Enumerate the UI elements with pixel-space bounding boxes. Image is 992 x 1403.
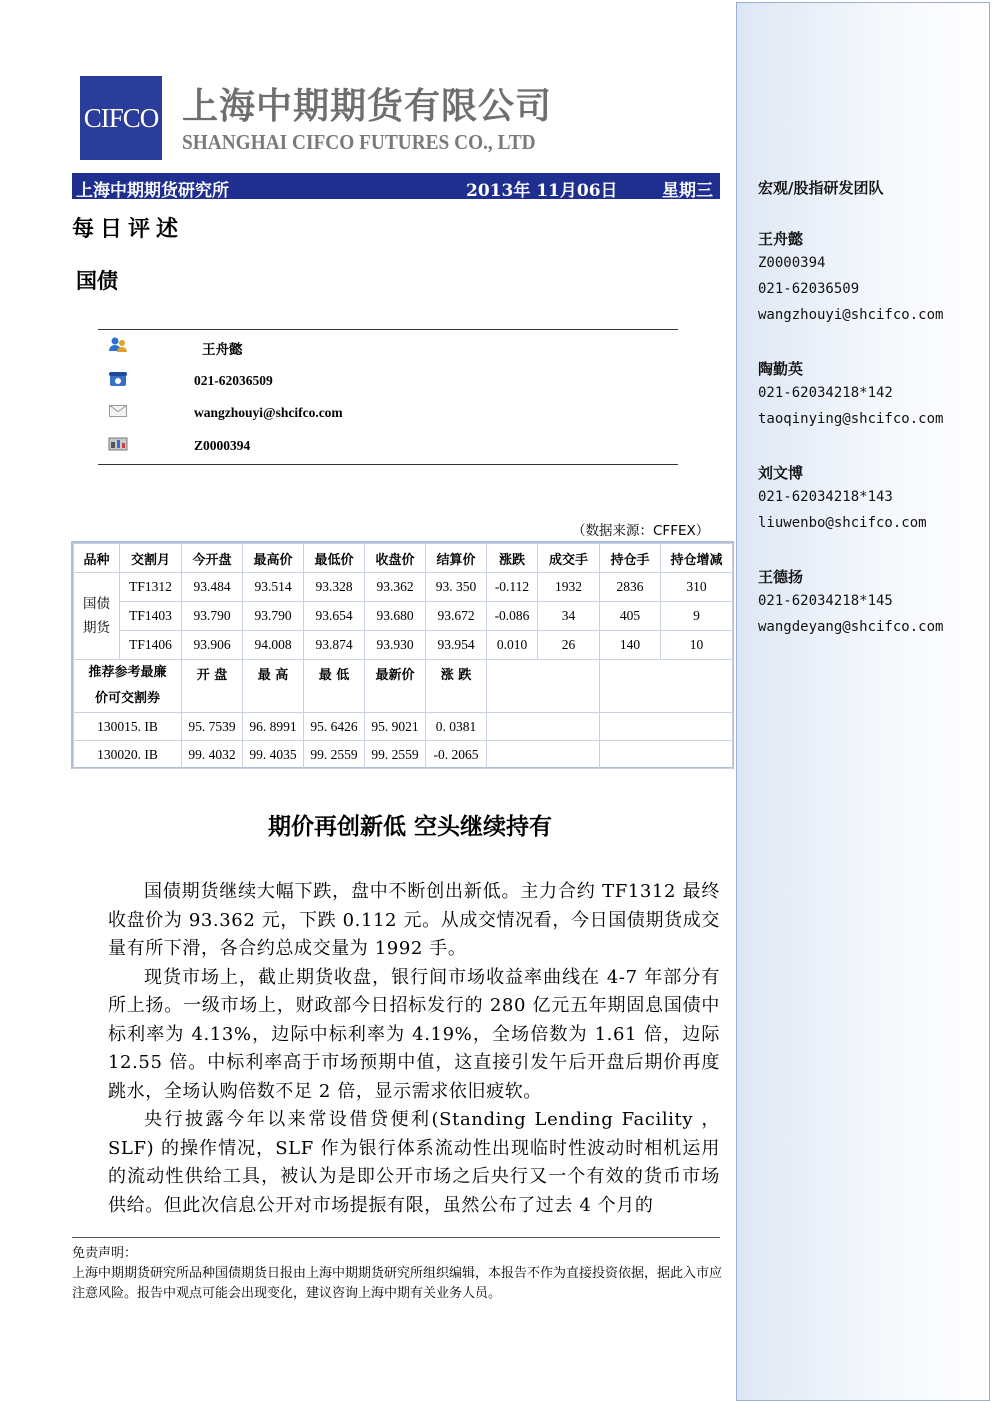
- id-card-icon: [108, 435, 128, 451]
- header-cell: 收盘价: [365, 544, 426, 573]
- sidebar-panel: [736, 2, 990, 1401]
- table-cell: TF1312: [120, 573, 182, 602]
- disclaimer-text: 上海中期期货研究所品种国债期货日报由上海中期期货研究所组织编辑，本报告不作为直接投资依据，据此入市应注意风险。报告中观点可能会出现变化，建议咨询上海中期有关业务人员。: [72, 1266, 723, 1301]
- table-cell: 95. 9021: [365, 713, 426, 741]
- footer-divider: [72, 1237, 720, 1238]
- header-cell: 最 高: [243, 660, 304, 713]
- member-email[interactable]: taoqinying@shcifco.com: [758, 411, 944, 427]
- header-cell: 持仓手: [600, 544, 661, 573]
- table-cell: 99. 4035: [243, 741, 304, 769]
- envelope-icon: [108, 403, 128, 419]
- product-group-cell: [74, 573, 120, 660]
- table-cell: 1932: [538, 573, 600, 602]
- market-data-table: [71, 541, 734, 769]
- member-name: 王舟懿: [758, 230, 804, 248]
- table-row: [74, 741, 733, 769]
- table-cell: 96. 8991: [243, 713, 304, 741]
- company-name-en: SHANGHAI CIFCO FUTURES CO., LTD: [182, 130, 536, 154]
- table-cell: TF1406: [120, 631, 182, 660]
- header-cell: 成交手: [538, 544, 600, 573]
- table-cell: 93.362: [365, 573, 426, 602]
- empty-cell: [487, 713, 600, 741]
- table-cell: 405: [600, 602, 661, 631]
- bond-header-line: 推荐参考最廉: [88, 665, 167, 680]
- report-date: 2013年 11月06日: [466, 181, 618, 201]
- table-cell: 93.654: [304, 602, 365, 631]
- analyst-contact-box: [98, 329, 678, 465]
- table-cell: 26: [538, 631, 600, 660]
- disclaimer: [72, 1244, 722, 1304]
- empty-cell: [487, 741, 600, 769]
- disclaimer-label: 免责声明：: [72, 1246, 138, 1261]
- table-cell: 99. 2559: [304, 741, 365, 769]
- table-cell: 2836: [600, 573, 661, 602]
- table-cell: 93.874: [304, 631, 365, 660]
- table-row: [74, 631, 733, 660]
- contact-phone: 021-62036509: [194, 373, 273, 388]
- header-cell: 最低价: [304, 544, 365, 573]
- team-name: 宏观/股指研发团队: [758, 179, 884, 197]
- member-phone: 021-62034218*145: [758, 593, 893, 609]
- empty-cell: [487, 660, 600, 713]
- table-cell: 93.680: [365, 602, 426, 631]
- member-email[interactable]: wangdeyang@shcifco.com: [758, 619, 944, 635]
- empty-cell: [600, 713, 733, 741]
- header-cell: 持仓增减: [661, 544, 733, 573]
- article-headline: 期价再创新低 空头继续持有: [267, 813, 552, 840]
- empty-cell: [600, 660, 733, 713]
- table-row: [74, 573, 733, 602]
- table-cell: -0. 2065: [426, 741, 487, 769]
- table-cell: 10: [661, 631, 733, 660]
- table-cell: 99. 2559: [365, 741, 426, 769]
- table-cell: 0.010: [487, 631, 538, 660]
- group-label: 期货: [83, 620, 110, 636]
- table-cell: 95. 6426: [304, 713, 365, 741]
- institute-name: 上海中期期货研究所: [76, 181, 229, 201]
- header-cell: 开 盘: [182, 660, 243, 713]
- header-cell: 结算价: [426, 544, 487, 573]
- table-cell: 93.328: [304, 573, 365, 602]
- table-cell: 130015. IB: [74, 713, 182, 741]
- report-weekday: 星期三: [662, 181, 713, 201]
- table-cell: 93.954: [426, 631, 487, 660]
- table-cell: -0.086: [487, 602, 538, 631]
- header-cell: 最高价: [243, 544, 304, 573]
- header-cell: 涨 跌: [426, 660, 487, 713]
- table-cell: 99. 4032: [182, 741, 243, 769]
- company-logo: CIFCO: [80, 76, 162, 160]
- table-cell: 95. 7539: [182, 713, 243, 741]
- bond-header-label: [74, 660, 182, 713]
- paragraph: 现货市场上，截止期货收盘，银行间市场收益率曲线在 4-7 年部分有所上扬。一级市场上，财政部今日招标发行的 280 亿元五年期固息国债中标利率为 4.13%，边际中标利率为 4.19%，全场倍数为 1.61 倍，边际 12.55 倍。中标利率高于市场预期中值，这直接引发午后开盘后期价再度跳水，全场认购倍数不足 2 倍，显示需求依旧疲软。: [108, 966, 720, 1102]
- table-cell: 9: [661, 602, 733, 631]
- member-email[interactable]: liuwenbo@shcifco.com: [758, 515, 927, 531]
- member-name: 刘文博: [758, 464, 804, 482]
- contact-name: 王舟懿: [202, 342, 243, 357]
- header-cell: 涨跌: [487, 544, 538, 573]
- table-cell: 140: [600, 631, 661, 660]
- table-cell: 93. 350: [426, 573, 487, 602]
- data-source-note: （数据来源：CFFEX）: [572, 523, 710, 539]
- member-phone: 021-62036509: [758, 281, 860, 297]
- member-name: 王德扬: [758, 568, 804, 586]
- paragraph: 央行披露今年以来常设借贷便利(Standing Lending Facility ，SLF) 的操作情况，SLF 作为银行体系流动性出现临时性波动时相机运用的流动性供给工具，被认为是即公开市场之后央行又一个有效的货币市场供给。但此次信息公开对市场提振有限，虽然公布了过去 4 个月的: [108, 1109, 720, 1216]
- empty-cell: [600, 741, 733, 769]
- header-cell: 交割月: [120, 544, 182, 573]
- table-cell: -0.112: [487, 573, 538, 602]
- group-label: 国债: [83, 596, 110, 612]
- member-phone: 021-62034218*142: [758, 385, 893, 401]
- table-cell: 130020. IB: [74, 741, 182, 769]
- article-body: [108, 878, 720, 1220]
- report-banner: [72, 173, 720, 199]
- telephone-icon: [108, 371, 128, 387]
- section-title: 每日评述: [72, 216, 185, 242]
- person-icon: [108, 336, 128, 352]
- member-name: 陶勤英: [758, 360, 804, 378]
- subsection-title: 国债: [76, 268, 118, 293]
- table-cell: 93.790: [182, 602, 243, 631]
- member-license: Z0000394: [758, 255, 826, 271]
- header-cell: 今开盘: [182, 544, 243, 573]
- header-cell: 最 低: [304, 660, 365, 713]
- table-cell: 93.906: [182, 631, 243, 660]
- table-row: [74, 602, 733, 631]
- table-cell: 93.672: [426, 602, 487, 631]
- contact-email[interactable]: wangzhouyi@shcifco.com: [194, 405, 343, 420]
- table-row: [74, 713, 733, 741]
- table-cell: 93.930: [365, 631, 426, 660]
- member-phone: 021-62034218*143: [758, 489, 893, 505]
- table-cell: 93.484: [182, 573, 243, 602]
- table-cell: TF1403: [120, 602, 182, 631]
- paragraph: 国债期货继续大幅下跌，盘中不断创出新低。主力合约 TF1312 最终收盘价为 93.362 元，下跌 0.112 元。从成交情况看，今日国债期货成交量有所下滑，各合约总成交量为 1992 手。: [108, 881, 720, 959]
- futures-header-row: [74, 544, 733, 573]
- contact-license: Z0000394: [194, 438, 251, 453]
- table-cell: 34: [538, 602, 600, 631]
- table-cell: 93.514: [243, 573, 304, 602]
- company-name-cn: 上海中期期货有限公司: [182, 86, 553, 127]
- bond-header-line: 价可交割券: [94, 691, 160, 706]
- table-cell: 0. 0381: [426, 713, 487, 741]
- header-cell: 品种: [74, 544, 120, 573]
- table-cell: 94.008: [243, 631, 304, 660]
- member-email[interactable]: wangzhouyi@shcifco.com: [758, 307, 944, 323]
- header-cell: 最新价: [365, 660, 426, 713]
- table-cell: 93.790: [243, 602, 304, 631]
- table-cell: 310: [661, 573, 733, 602]
